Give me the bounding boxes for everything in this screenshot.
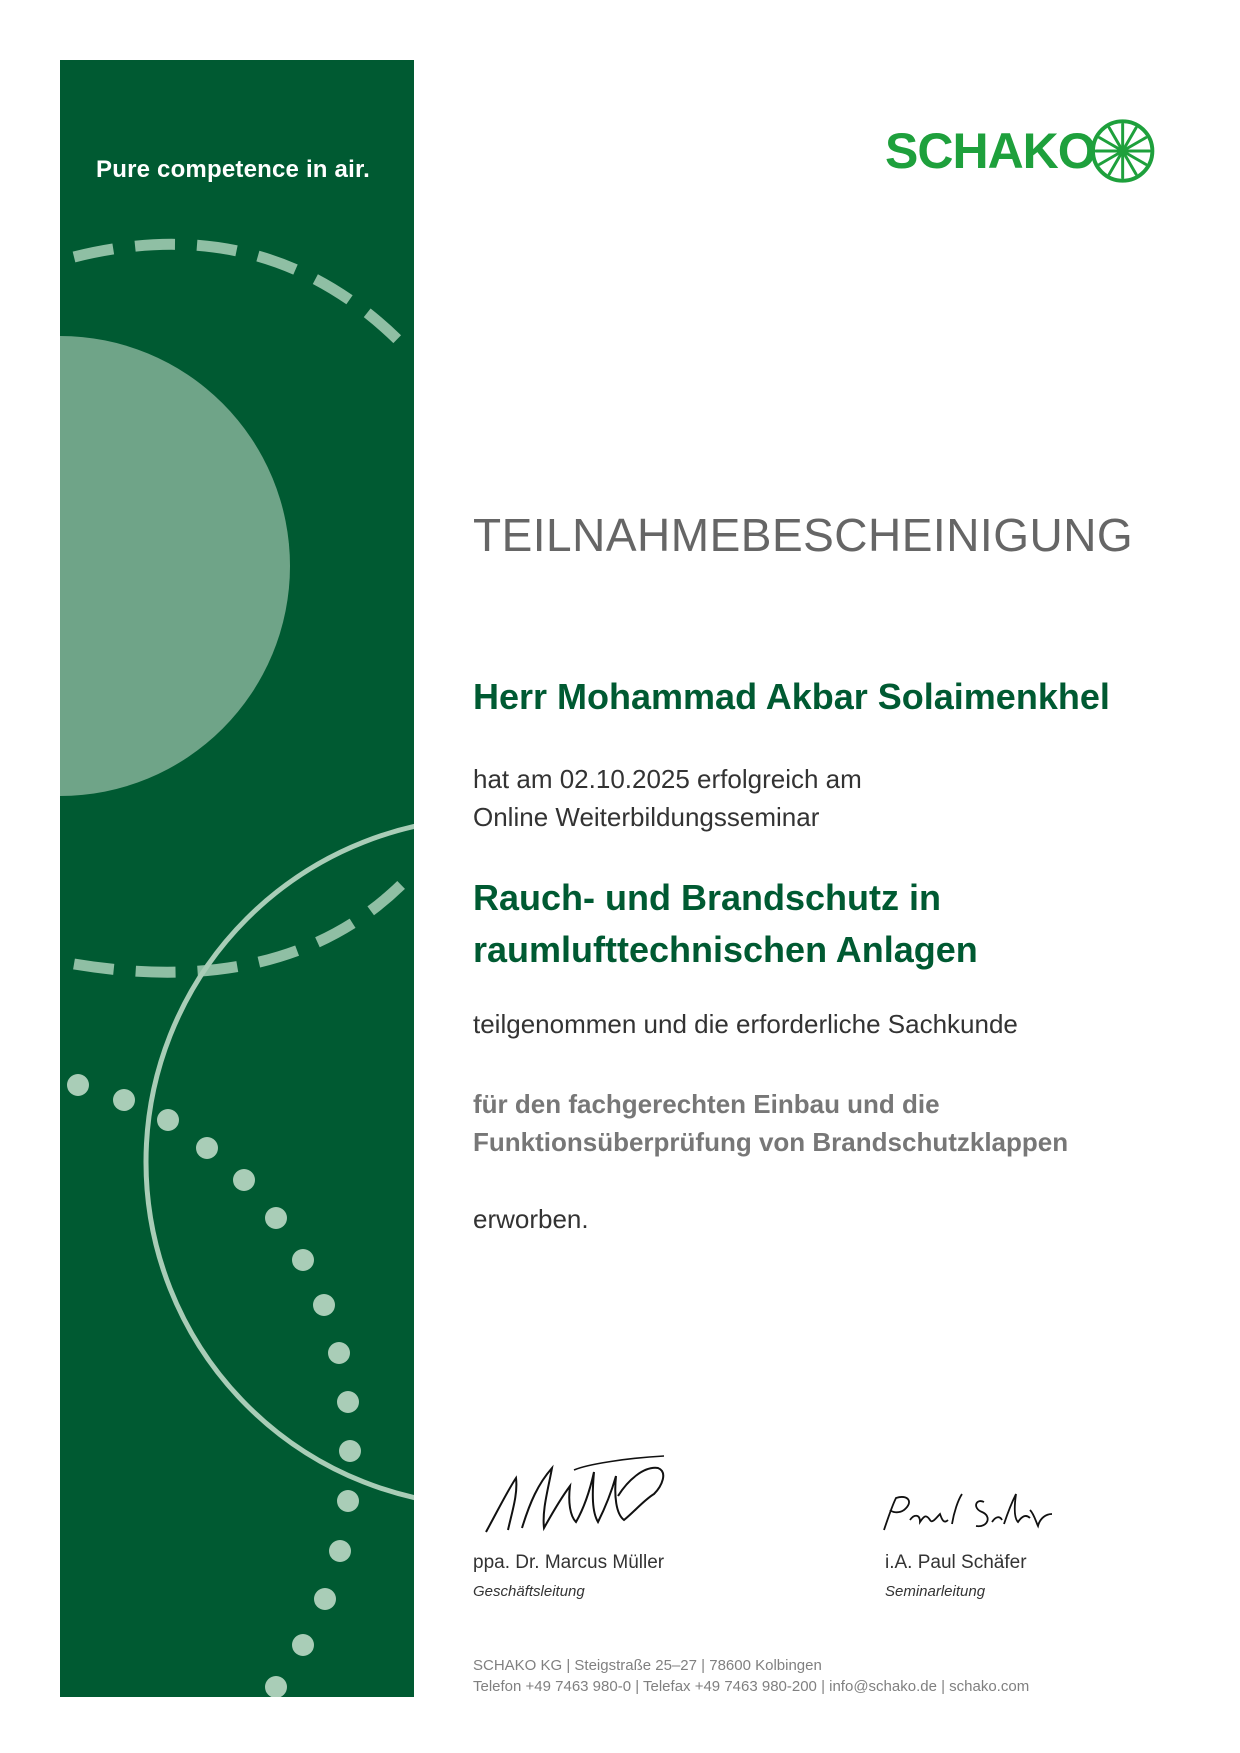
outline-circle bbox=[146, 818, 414, 1506]
intro-line-2: Online Weiterbildungsseminar bbox=[473, 802, 820, 832]
signature-schaefer bbox=[880, 1490, 1060, 1540]
filled-circle bbox=[60, 336, 290, 796]
signatory-role-2: Seminarleitung bbox=[885, 1583, 986, 1600]
signature-block-1 bbox=[473, 1552, 664, 1600]
signatory-role-1: Geschäftsleitung bbox=[473, 1583, 585, 1600]
intro-text bbox=[473, 760, 1163, 836]
dashed-arc-top bbox=[74, 244, 406, 348]
logo-text: SCHAKO bbox=[885, 123, 1096, 179]
participated-text: teilgenommen und die erforderliche Sachkunde bbox=[473, 1009, 1018, 1039]
signature-mueller bbox=[478, 1450, 678, 1540]
qualification-line-1: für den fachgerechten Einbau und die bbox=[473, 1089, 940, 1119]
qualification-text bbox=[473, 1085, 1163, 1161]
seminar-title bbox=[473, 872, 1163, 976]
schako-logo bbox=[885, 116, 1155, 186]
fan-wheel-icon bbox=[1090, 118, 1155, 184]
acquired-text: erworben. bbox=[473, 1204, 589, 1234]
signatory-name-1: ppa. Dr. Marcus Müller bbox=[473, 1552, 665, 1573]
signatory-name-2: i.A. Paul Schäfer bbox=[885, 1552, 1027, 1573]
side-panel bbox=[60, 60, 414, 1697]
seminar-line-1: Rauch- und Brandschutz in bbox=[473, 877, 941, 918]
footer bbox=[473, 1655, 1173, 1697]
certificate-title: TEILNAHMEBESCHEINIGUNG bbox=[473, 509, 1134, 561]
recipient-name: Herr Mohammad Akbar Solaimenkhel bbox=[473, 676, 1110, 717]
slogan: Pure competence in air. bbox=[96, 156, 371, 183]
footer-contact: Telefon +49 7463 980-0 | Telefax +49 7463 980-200 | info@schako.de | schako.com bbox=[473, 1678, 1030, 1695]
dotted-arc bbox=[67, 1074, 361, 1697]
qualification-line-2: Funktionsüberprüfung von Brandschutzklappen bbox=[473, 1127, 1069, 1157]
footer-address: SCHAKO KG | Steigstraße 25–27 | 78600 Kolbingen bbox=[473, 1657, 822, 1674]
decorative-pattern bbox=[60, 60, 414, 1697]
seminar-line-2: raumlufttechnischen Anlagen bbox=[473, 929, 978, 970]
intro-line-1: hat am 02.10.2025 erfolgreich am bbox=[473, 764, 862, 794]
signature-block-2 bbox=[885, 1552, 1027, 1600]
